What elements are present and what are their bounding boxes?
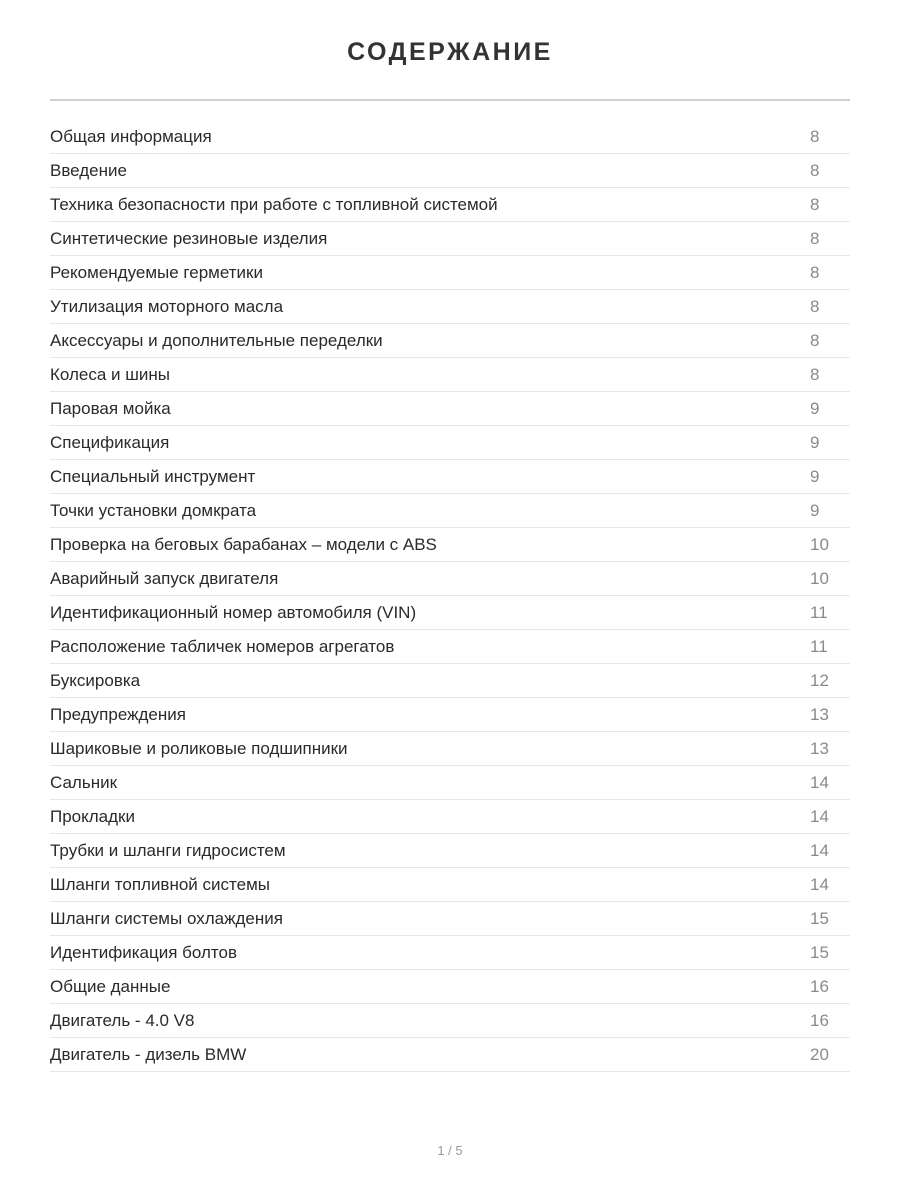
title-divider — [50, 99, 850, 101]
toc-entry-page-number: 13 — [810, 705, 829, 724]
toc-entry-page-number: 11 — [810, 603, 828, 622]
toc-entry[interactable] — [50, 358, 850, 392]
toc-entry[interactable] — [50, 596, 850, 630]
toc-entry-title: Техника безопасности при работе с топливной системой — [50, 195, 498, 214]
toc-entry-page-number: 10 — [810, 569, 829, 588]
toc-entry[interactable] — [50, 766, 850, 800]
toc-entry-title: Общая информация — [50, 127, 212, 146]
toc-entry[interactable] — [50, 256, 850, 290]
toc-entry-page-number: 16 — [810, 977, 829, 996]
toc-entry-page-number: 14 — [810, 841, 829, 860]
toc-entry[interactable] — [50, 460, 850, 494]
toc-entry-title: Шланги топливной системы — [50, 875, 270, 894]
table-of-contents — [50, 120, 850, 1072]
toc-entry-page-number: 8 — [810, 195, 820, 214]
toc-entry-title: Предупреждения — [50, 705, 186, 724]
toc-entry-page-number: 16 — [810, 1011, 829, 1030]
toc-entry-page-number: 8 — [810, 263, 820, 282]
toc-entry-page-number: 8 — [810, 331, 820, 350]
toc-entry-page-number: 8 — [810, 365, 820, 384]
toc-entry-page-number: 8 — [810, 161, 820, 180]
toc-entry-title: Синтетические резиновые изделия — [50, 229, 328, 248]
toc-entry-title: Аксессуары и дополнительные переделки — [50, 331, 383, 350]
toc-entry-page-number: 8 — [810, 229, 820, 248]
toc-entry-page-number: 15 — [810, 909, 829, 928]
toc-entry[interactable] — [50, 970, 850, 1004]
toc-entry-page-number: 14 — [810, 773, 829, 792]
toc-entry[interactable] — [50, 222, 850, 256]
toc-entry-title: Введение — [50, 161, 127, 180]
toc-entry[interactable] — [50, 290, 850, 324]
toc-entry[interactable] — [50, 630, 850, 664]
toc-entry-page-number: 10 — [810, 535, 829, 554]
toc-entry-title: Паровая мойка — [50, 399, 171, 418]
toc-entry-title: Буксировка — [50, 671, 141, 690]
toc-entry-title: Колеса и шины — [50, 365, 170, 384]
toc-entry-page-number: 9 — [810, 501, 820, 520]
toc-entry[interactable] — [50, 154, 850, 188]
toc-entry[interactable] — [50, 120, 850, 154]
toc-entry-page-number: 9 — [810, 433, 820, 452]
toc-entry-page-number: 14 — [810, 807, 829, 826]
toc-entry[interactable] — [50, 732, 850, 766]
toc-entry-title: Идентификация болтов — [50, 943, 237, 962]
toc-entry[interactable] — [50, 936, 850, 970]
toc-entry-title: Проверка на беговых барабанах – модели с ABS — [50, 535, 437, 554]
toc-entry-page-number: 8 — [810, 297, 820, 316]
toc-entry-page-number: 12 — [810, 671, 829, 690]
toc-entry-title: Утилизация моторного масла — [50, 297, 284, 316]
toc-entry[interactable] — [50, 698, 850, 732]
toc-entry-page-number: 8 — [810, 127, 820, 146]
toc-entry[interactable] — [50, 528, 850, 562]
toc-entry-title: Двигатель - 4.0 V8 — [50, 1011, 195, 1030]
toc-entry-title: Общие данные — [50, 977, 171, 996]
toc-entry[interactable] — [50, 1038, 850, 1072]
toc-entry[interactable] — [50, 426, 850, 460]
toc-entry-title: Точки установки домкрата — [50, 501, 257, 520]
toc-entry-page-number: 13 — [810, 739, 829, 758]
toc-entry-title: Аварийный запуск двигателя — [50, 569, 279, 588]
toc-entry[interactable] — [50, 902, 850, 936]
page-counter: 1 / 5 — [437, 1143, 463, 1158]
toc-entry-title: Идентификационный номер автомобиля (VIN) — [50, 603, 417, 622]
toc-entry-page-number: 11 — [810, 637, 828, 656]
toc-entry[interactable] — [50, 664, 850, 698]
toc-entry-title: Специальный инструмент — [50, 467, 256, 486]
toc-entry[interactable] — [50, 494, 850, 528]
page-title: СОДЕРЖАНИЕ — [347, 38, 553, 66]
toc-entry[interactable] — [50, 834, 850, 868]
toc-entry[interactable] — [50, 392, 850, 426]
toc-entry-title: Сальник — [50, 773, 118, 792]
toc-entry[interactable] — [50, 868, 850, 902]
toc-entry-title: Расположение табличек номеров агрегатов — [50, 637, 395, 656]
toc-entry[interactable] — [50, 324, 850, 358]
toc-entry-title: Шариковые и роликовые подшипники — [50, 739, 348, 758]
toc-entry[interactable] — [50, 562, 850, 596]
toc-entry-page-number: 9 — [810, 467, 820, 486]
toc-entry-page-number: 14 — [810, 875, 829, 894]
toc-entry[interactable] — [50, 800, 850, 834]
toc-entry-title: Трубки и шланги гидросистем — [50, 841, 286, 860]
toc-entry-title: Рекомендуемые герметики — [50, 263, 263, 282]
toc-entry-title: Спецификация — [50, 433, 170, 452]
toc-entry-page-number: 9 — [810, 399, 820, 418]
toc-entry-page-number: 20 — [810, 1045, 829, 1064]
toc-entry-title: Прокладки — [50, 807, 135, 826]
toc-entry-title: Шланги системы охлаждения — [50, 909, 283, 928]
toc-entry[interactable] — [50, 1004, 850, 1038]
toc-entry[interactable] — [50, 188, 850, 222]
toc-entry-page-number: 15 — [810, 943, 829, 962]
toc-entry-title: Двигатель - дизель BMW — [50, 1045, 247, 1064]
